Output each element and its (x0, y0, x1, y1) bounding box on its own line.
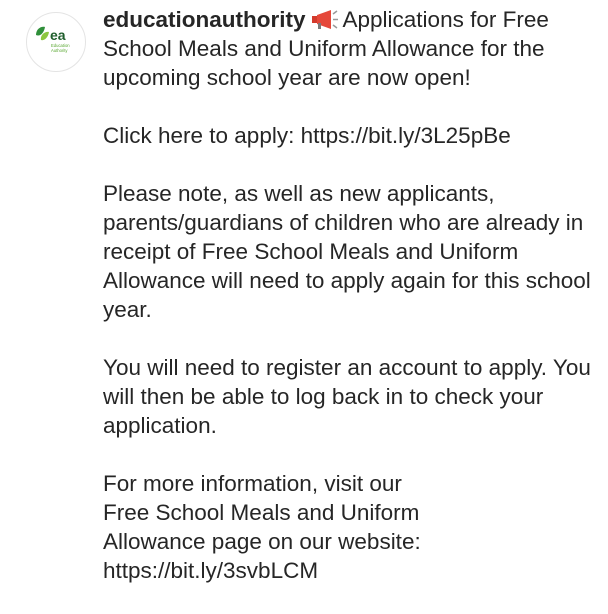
info-line-2: Free School Meals and Uniform (103, 500, 420, 525)
intro-text: Applications for Free School Meals and Uniform Allowance for the upcoming school year are now open! (103, 7, 549, 90)
logo-subtext-1: Education (51, 43, 70, 48)
info-link[interactable]: https://bit.ly/3svbLCM (103, 558, 319, 583)
megaphone-icon (309, 8, 339, 30)
apply-prefix: Click here to apply: (103, 123, 301, 148)
info-paragraph (103, 469, 593, 585)
username-link[interactable]: educationauthority (103, 7, 306, 32)
apply-link[interactable]: https://bit.ly/3L25pBe (300, 123, 511, 148)
caption-text (103, 5, 593, 614)
apply-paragraph (103, 121, 593, 150)
education-authority-logo (27, 13, 86, 72)
register-paragraph: You will need to register an account to apply. You will then be able to log back in to check your application. (103, 355, 591, 438)
info-line-1: For more information, visit our (103, 471, 402, 496)
logo-subtext-2: Authority (51, 48, 68, 53)
caption-intro-paragraph (103, 5, 593, 92)
info-line-3: Allowance page on our website: (103, 529, 421, 554)
logo-text: ea (50, 27, 66, 43)
note-paragraph: Please note, as well as new applicants, parents/guardians of children who are already in receipt of Free School Meals and Uniform Allowance will need to apply again for this school year. (103, 181, 591, 322)
avatar[interactable] (26, 12, 86, 72)
